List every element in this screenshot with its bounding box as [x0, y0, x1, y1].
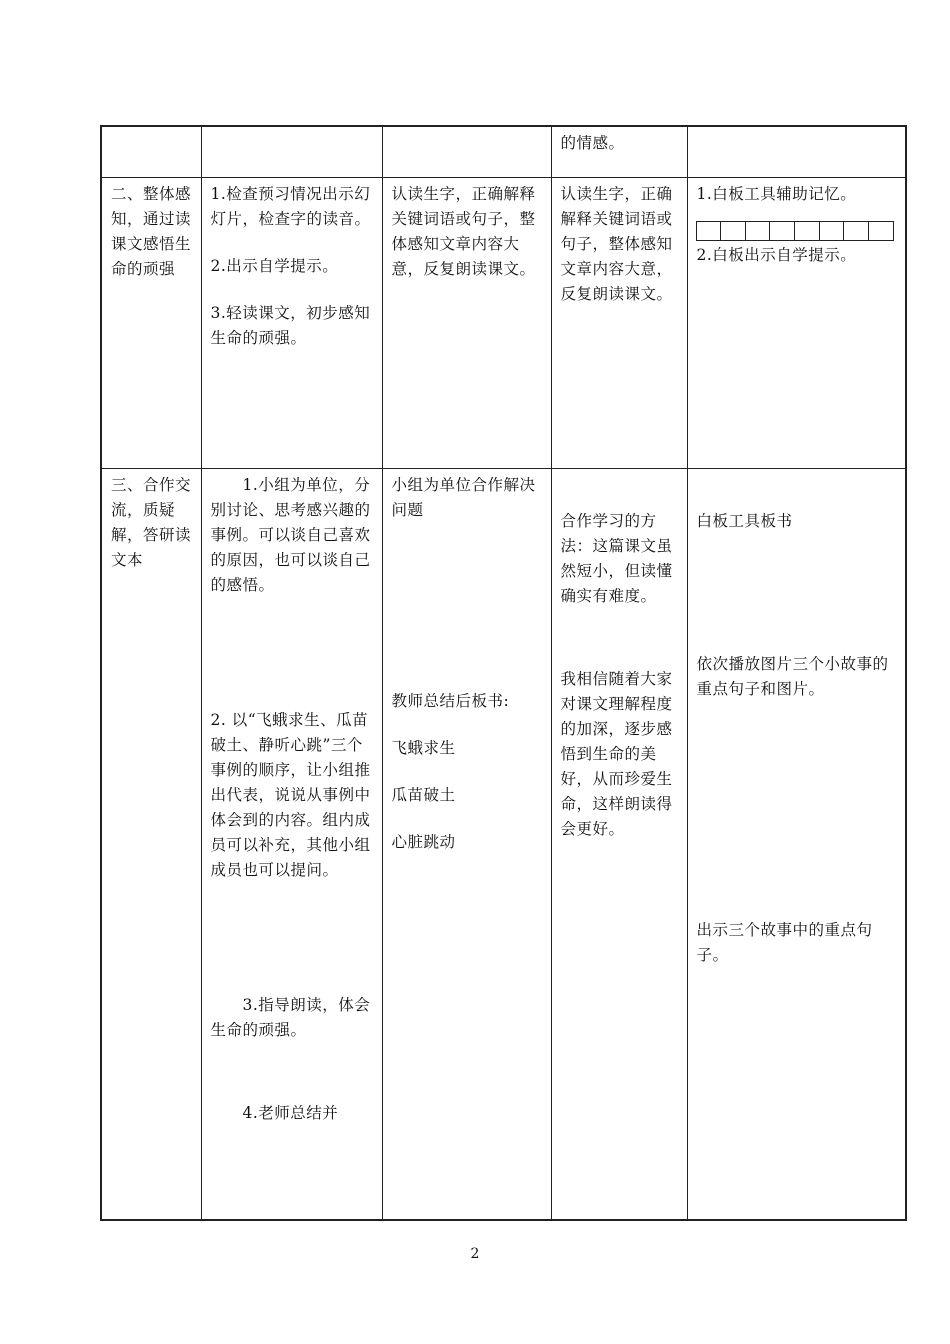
cell-text: 的情感。 — [560, 134, 625, 152]
design-intent-cell — [551, 126, 687, 178]
table-row — [101, 178, 906, 469]
teacher-activity-cell — [201, 469, 382, 1221]
page-number: 2 — [470, 1246, 480, 1262]
cell-text: 三、合作交流，质疑解，答研读文本 — [111, 476, 192, 569]
teacher-activity-cell — [201, 178, 382, 469]
cell-text: 3.指导朗读，体会生命的顽强。 — [210, 996, 371, 1039]
cell-text: 2.出示自学提示。 — [210, 257, 339, 275]
cell-text: 3.轻读课文，初步感知生命的顽强。 — [210, 304, 371, 347]
cell-text: 我相信随着大家对课文理解程度的加深，逐步感悟到生命的美好，从而珍爱生命，这样朗读得会更好。 — [560, 670, 673, 838]
student-activity-cell — [382, 469, 551, 1221]
stage-cell — [101, 469, 201, 1221]
cell-text: 心脏跳动 — [391, 833, 456, 851]
cell-text: 认读生字，正确解释关键词语或句子，整体感知文章内容大意，反复朗读课文。 — [391, 185, 536, 278]
cell-text: 白板工具板书 — [696, 512, 793, 530]
teacher-activity-cell — [201, 126, 382, 178]
student-activity-cell — [382, 126, 551, 178]
cell-text: 瓜苗破土 — [391, 786, 456, 804]
media-cell — [687, 126, 906, 178]
media-cell — [687, 469, 906, 1221]
design-intent-cell — [551, 469, 687, 1221]
stage-cell — [101, 126, 201, 178]
cell-text: 小组为单位合作解决问题 — [391, 476, 536, 519]
cell-text: 合作学习的方法：这篇课文虽然短小，但读懂确实有难度。 — [560, 512, 673, 605]
cell-text: 教师总结后板书: — [391, 692, 510, 710]
lesson-plan-table — [100, 125, 907, 1221]
student-activity-cell — [382, 178, 551, 469]
table-row — [101, 126, 906, 178]
writing-grid — [696, 221, 894, 241]
cell-text: 飞蛾求生 — [391, 739, 456, 757]
cell-text: 4.老师总结并 — [242, 1104, 339, 1122]
cell-text: 认读生字，正确解释关键词语或句子，整体感知文章内容大意，反复朗读课文。 — [560, 185, 673, 303]
media-cell — [687, 178, 906, 469]
stage-cell — [101, 178, 201, 469]
table-row — [101, 469, 906, 1221]
cell-text: 1.检查预习情况出示幻灯片，检查字的读音。 — [210, 185, 371, 228]
cell-text: 依次播放图片三个小故事的重点句子和图片。 — [696, 655, 889, 698]
cell-text: 出示三个故事中的重点句子。 — [696, 921, 873, 964]
cell-text: 2. 以“飞蛾求生、瓜苗破土、静听心跳”三个事例的顺序，让小组推出代表，说说从事例中体会到的内容。组内成员可以补充，其他小组成员也可以提问。 — [210, 711, 371, 879]
cell-text: 二、整体感知，通过读课文感悟生命的顽强 — [111, 185, 192, 278]
cell-text: 1.白板工具辅助记忆。 — [696, 185, 857, 203]
cell-text: 1.小组为单位，分别讨论、思考感兴趣的事例。可以谈自己喜欢的原因，也可以谈自己的感悟。 — [210, 476, 371, 594]
design-intent-cell — [551, 178, 687, 469]
cell-text: 2.白板出示自学提示。 — [696, 246, 857, 264]
